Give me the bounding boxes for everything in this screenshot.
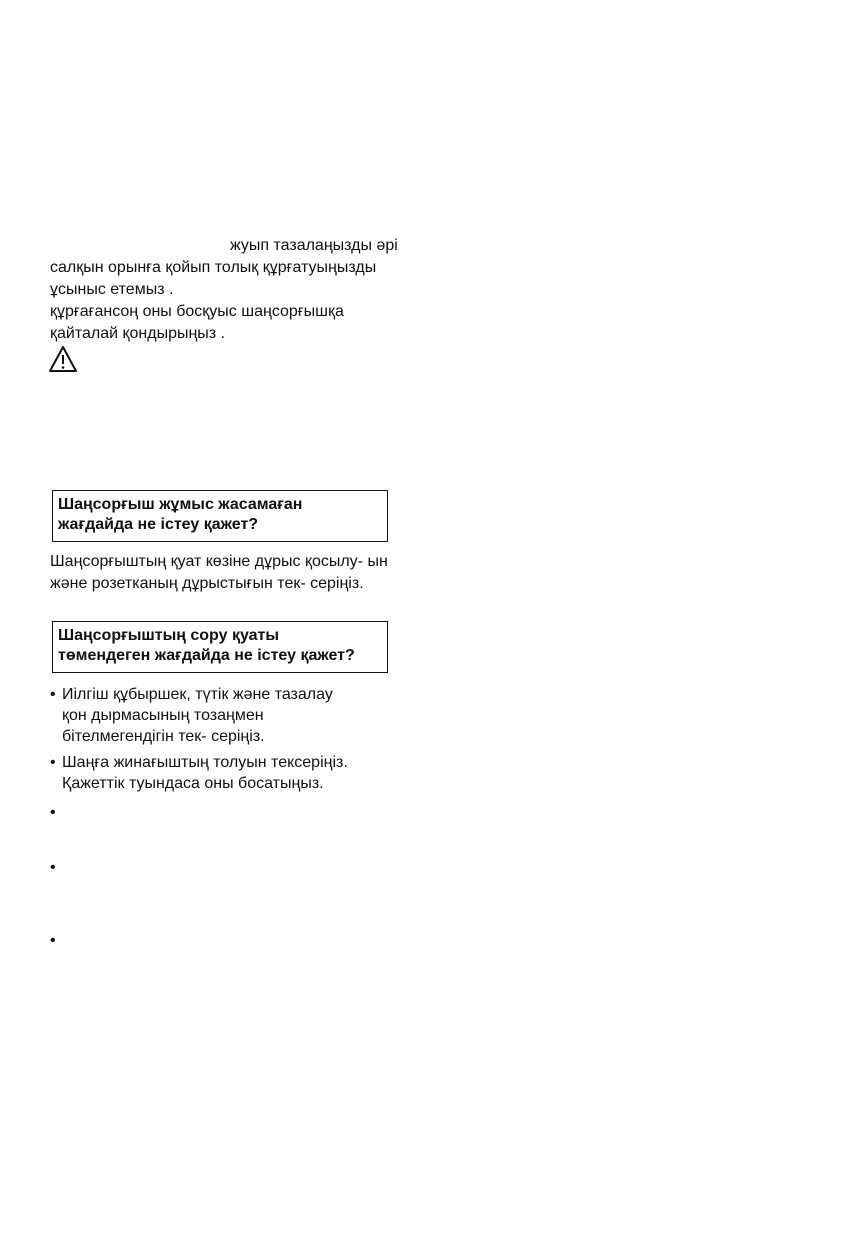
section-heading-not-working [52, 490, 388, 542]
warning-triangle-icon [48, 345, 78, 373]
section1-body-line-1: Шаңсорғыштың қуат көзіне дұрыс қосылу- ын [50, 553, 388, 570]
list-item-2-line-2: Қажеттік туындаса оны босатыңыз. [62, 775, 324, 792]
cleaning-text-line-1: жуып тазалаңызды әрі [230, 237, 398, 254]
section1-body-line-2: және розетканың дұрыстығын тек- серіңіз. [50, 575, 364, 592]
list-item-1-line-3: бітелмегендігін тек- серіңіз. [62, 728, 265, 745]
bullet-marker: • [50, 686, 56, 703]
cleaning-text-line-5: қайталай қондырыңыз . [50, 325, 226, 342]
list-item-1-line-2: қон дырмасының тозаңмен [62, 707, 264, 724]
section-heading-line-2: төмендеген жағдайда не істеу қажет? [58, 647, 355, 664]
bullet-marker: • [50, 804, 56, 821]
section-heading-line-1: Шаңсорғыш жұмыс жасамаған [58, 496, 303, 513]
cleaning-text-line-3: ұсыныс етемыз . [50, 281, 174, 298]
cleaning-text-line-4: құрғағансоң оны босқуыс шаңсорғышқа [50, 303, 344, 320]
list-item-1-line-1: Иілгіш құбыршек, түтік және тазалау [62, 686, 333, 703]
list-item-2-line-1: Шаңға жинағыштың толуын тексеріңіз. [62, 754, 348, 771]
bullet-marker: • [50, 932, 56, 949]
bullet-marker: • [50, 754, 56, 771]
section-heading-line-2: жағдайда не істеу қажет? [58, 516, 259, 533]
bullet-marker: • [50, 859, 56, 876]
section-heading-low-suction [52, 621, 388, 673]
section-heading-line-1: Шаңсорғыштың сору қуаты [58, 627, 280, 644]
cleaning-text-line-2: салқын орынға қойып толық құрғатуыңызды [50, 259, 377, 276]
